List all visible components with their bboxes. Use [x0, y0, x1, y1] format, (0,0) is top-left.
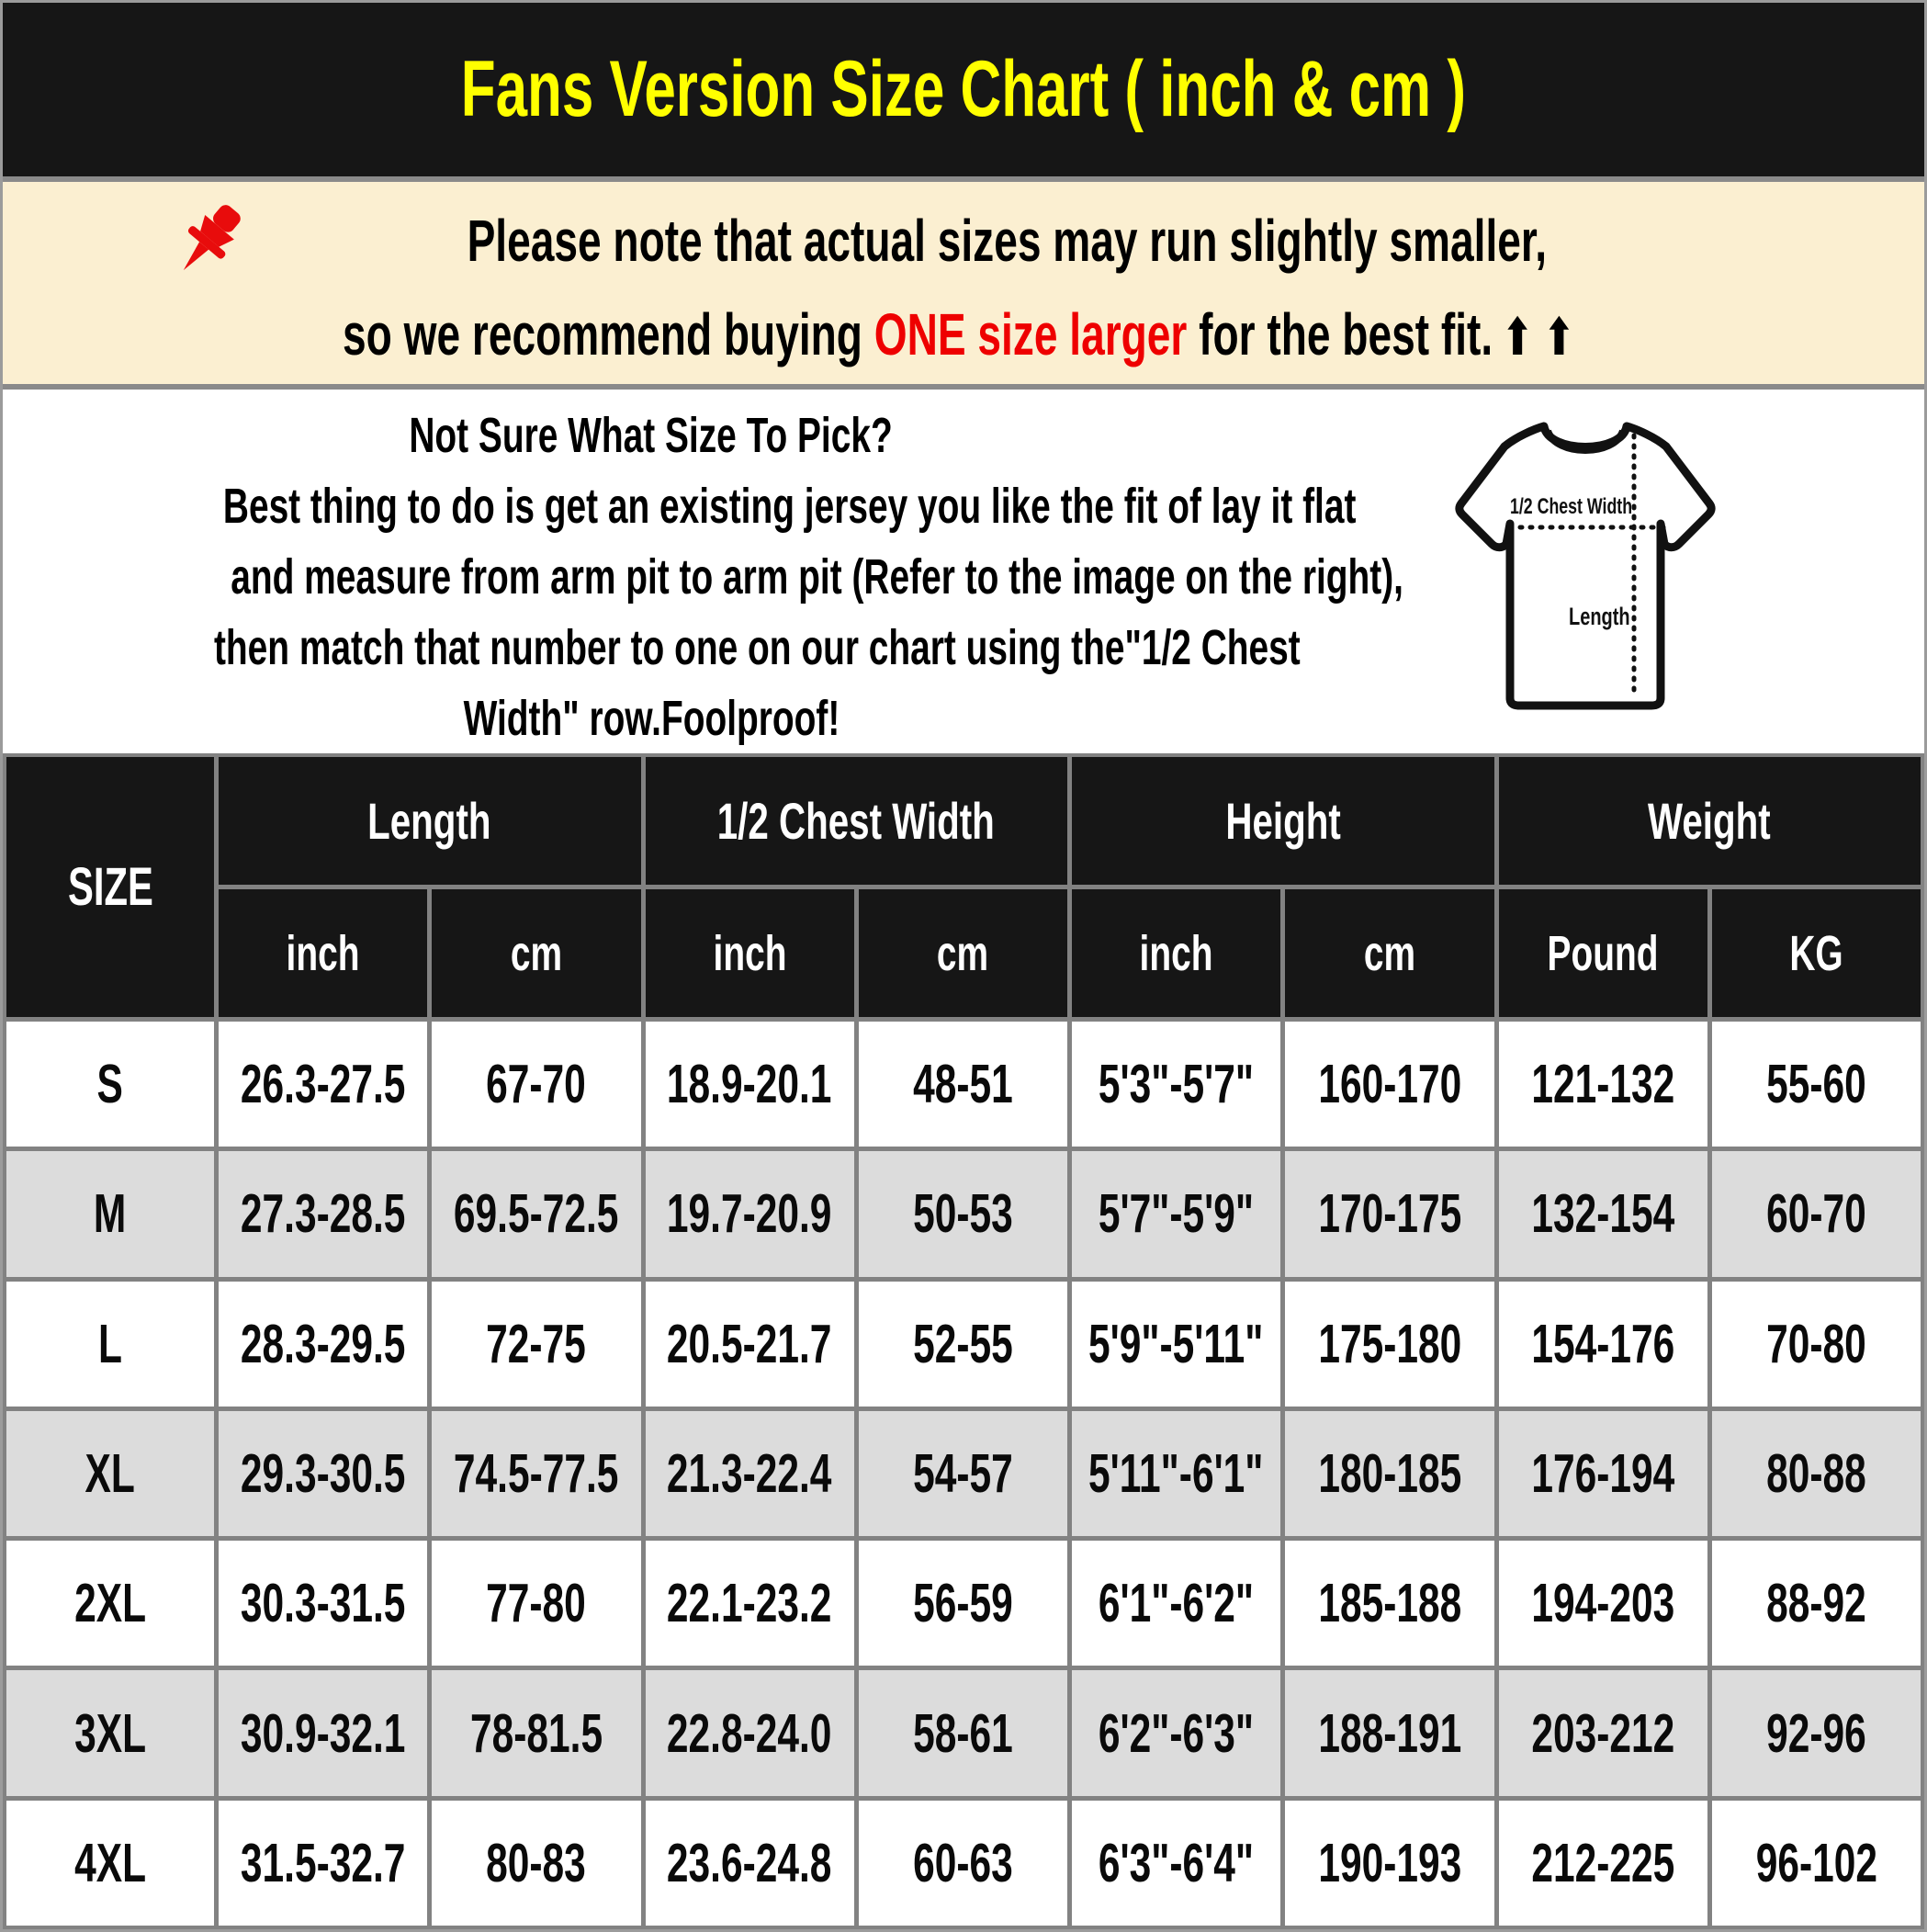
subheader-cell: [1712, 889, 1921, 1017]
cell-text: 154-176: [1531, 1313, 1675, 1374]
cell-text: 5'7"-5'9": [1099, 1183, 1255, 1245]
table-cell: [432, 1801, 640, 1926]
size-guide-text: [3, 390, 1403, 754]
table-cell: [1499, 1801, 1707, 1926]
table-cell: [1072, 1411, 1280, 1536]
cell-text: 20.5-21.7: [667, 1313, 832, 1374]
table-cell: [859, 1022, 1067, 1147]
cell-text: 160-170: [1317, 1054, 1461, 1115]
table-cell: [1499, 1282, 1707, 1407]
table-cell: [1072, 1151, 1280, 1276]
table-cell: [1712, 1670, 1921, 1795]
notice-banner: [3, 182, 1924, 384]
size-text: 4XL: [74, 1832, 146, 1893]
cell-text: 88-92: [1766, 1573, 1866, 1634]
table-cell: [432, 1670, 640, 1795]
size-cell: [6, 1282, 214, 1407]
size-column-header-text: SIZE: [67, 857, 153, 917]
cell-text: 52-55: [913, 1313, 1013, 1374]
table-cell: [859, 1282, 1067, 1407]
col-group-label: Height: [1225, 792, 1341, 850]
cell-text: 31.5-32.7: [240, 1832, 406, 1893]
table-cell: [1072, 1282, 1280, 1407]
subheader-cell: [1499, 889, 1707, 1017]
table-cell: [432, 1541, 640, 1666]
cell-text: 175-180: [1317, 1313, 1461, 1374]
cell-text: 18.9-20.1: [667, 1054, 832, 1115]
table-cell: [859, 1670, 1067, 1795]
cell-text: 69.5-72.5: [454, 1183, 619, 1245]
cell-text: 203-212: [1531, 1702, 1675, 1764]
notice-highlight: ONE size larger: [873, 300, 1187, 367]
cell-text: 72-75: [486, 1313, 587, 1374]
table-cell: [1285, 1282, 1493, 1407]
table-cell: [646, 1151, 854, 1276]
pushpin-icon: [171, 198, 257, 284]
cell-text: 6'2"-6'3": [1099, 1702, 1255, 1764]
cell-text: 29.3-30.5: [240, 1442, 406, 1504]
table-cell: [1285, 1411, 1493, 1536]
cell-text: 28.3-29.5: [240, 1313, 406, 1374]
guide-heading: [3, 401, 1300, 471]
table-cell: [219, 1151, 427, 1276]
size-cell: [6, 1151, 214, 1276]
cell-text: 6'1"-6'2": [1099, 1573, 1255, 1634]
table-cell: [219, 1022, 427, 1147]
table-cell: [1072, 1670, 1280, 1795]
cell-text: 194-203: [1531, 1573, 1675, 1634]
subheader-text: Pound: [1547, 925, 1659, 981]
chest-width-label: 1/2 Chest Width: [1510, 494, 1633, 519]
cell-text: 121-132: [1531, 1054, 1675, 1115]
cell-text: 67-70: [486, 1054, 587, 1115]
size-column-header: [6, 757, 214, 1017]
subheader-cell: [1285, 889, 1493, 1017]
table-cell: [1712, 1411, 1921, 1536]
subheader-text: inch: [286, 925, 360, 981]
subheader-cell: [646, 889, 854, 1017]
guide-line-text: then match that number to one on our chart using the"1/2 Chest: [213, 620, 1301, 675]
guide-line-text: Width" row.Foolproof!: [463, 691, 840, 746]
col-group-length: [219, 757, 641, 885]
size-text: M: [94, 1183, 127, 1245]
cell-text: 22.1-23.2: [667, 1573, 832, 1634]
notice-line-1: [171, 198, 1757, 284]
cell-text: 77-80: [486, 1573, 587, 1634]
table-cell: [219, 1670, 427, 1795]
cell-text: 80-88: [1766, 1442, 1866, 1504]
cell-text: 54-57: [913, 1442, 1013, 1504]
table-cell: [1285, 1670, 1493, 1795]
cell-text: 19.7-20.9: [667, 1183, 832, 1245]
table-cell: [219, 1801, 427, 1926]
cell-text: 58-61: [913, 1702, 1013, 1764]
cell-text: 60-70: [1766, 1183, 1866, 1245]
guide-line: [3, 613, 1300, 684]
notice-text-2-suffix: for the best fit.: [1186, 300, 1493, 367]
table-cell: [859, 1411, 1067, 1536]
table-cell: [1499, 1151, 1707, 1276]
cell-text: 185-188: [1317, 1573, 1461, 1634]
cell-text: 50-53: [913, 1183, 1013, 1245]
cell-text: 96-102: [1755, 1832, 1877, 1893]
table-cell: [1072, 1022, 1280, 1147]
cell-text: 190-193: [1317, 1832, 1461, 1893]
size-text: L: [98, 1313, 122, 1374]
table-cell: [1712, 1282, 1921, 1407]
subheader-text: KG: [1789, 925, 1843, 981]
col-group-label: Length: [367, 792, 491, 850]
col-group-chest-width: [646, 757, 1068, 885]
up-arrows-icon: ⬆⬆: [1501, 307, 1585, 367]
tshirt-diagram: [1449, 413, 1725, 720]
table-cell: [1285, 1022, 1493, 1147]
cell-text: 22.8-24.0: [667, 1702, 832, 1764]
cell-text: 132-154: [1531, 1183, 1675, 1245]
table-cell: [646, 1022, 854, 1147]
table-cell: [1285, 1151, 1493, 1276]
table-cell: [646, 1282, 854, 1407]
table-cell: [432, 1411, 640, 1536]
size-text: S: [96, 1054, 124, 1115]
table-cell: [1285, 1541, 1493, 1666]
cell-text: 30.3-31.5: [240, 1573, 406, 1634]
cell-text: 23.6-24.8: [667, 1832, 832, 1893]
subheader-text: inch: [713, 925, 787, 981]
table-cell: [1499, 1411, 1707, 1536]
table-cell: [646, 1801, 854, 1926]
guide-line: [3, 542, 1403, 613]
cell-text: 5'3"-5'7": [1099, 1054, 1255, 1115]
size-cell: [6, 1670, 214, 1795]
table-cell: [219, 1411, 427, 1536]
table-cell: [1072, 1801, 1280, 1926]
table-cell: [646, 1670, 854, 1795]
cell-text: 6'3"-6'4": [1099, 1832, 1255, 1893]
subheader-text: cm: [510, 925, 562, 981]
tshirt-icon: [1449, 413, 1721, 717]
guide-heading-text: Not Sure What Size To Pick?: [409, 408, 894, 463]
col-group-label: 1/2 Chest Width: [717, 792, 996, 850]
size-text: 3XL: [74, 1702, 146, 1764]
cell-text: 188-191: [1317, 1702, 1461, 1764]
notice-text-2-prefix: so we recommend buying: [342, 300, 874, 367]
cell-text: 78-81.5: [469, 1702, 603, 1764]
size-cell: [6, 1411, 214, 1536]
subheader-cell: [219, 889, 427, 1017]
guide-line-text: and measure from arm pit to arm pit (Refer to the image on the right),: [231, 549, 1403, 604]
cell-text: 74.5-77.5: [454, 1442, 619, 1504]
subheader-text: cm: [1363, 925, 1415, 981]
title-bar: [3, 3, 1924, 176]
subheader-cell: [1072, 889, 1280, 1017]
table-cell: [432, 1151, 640, 1276]
table-cell: [1285, 1801, 1493, 1926]
cell-text: 5'9"-5'11": [1088, 1313, 1264, 1374]
col-group-height: [1072, 757, 1494, 885]
page-title: Fans Version Size Chart ( inch & cm ): [460, 45, 1467, 133]
cell-text: 55-60: [1766, 1054, 1866, 1115]
size-cell: [6, 1022, 214, 1147]
table-cell: [859, 1541, 1067, 1666]
subheader-text: cm: [937, 925, 989, 981]
guide-line: [3, 684, 1300, 754]
notice-line-2: [101, 300, 1827, 368]
table-cell: [219, 1541, 427, 1666]
table-cell: [646, 1411, 854, 1536]
table-cell: [1499, 1541, 1707, 1666]
table-cell: [432, 1022, 640, 1147]
size-cell: [6, 1541, 214, 1666]
notice-text-2: [343, 300, 1585, 368]
cell-text: 212-225: [1531, 1832, 1675, 1893]
table-cell: [1072, 1541, 1280, 1666]
cell-text: 30.9-32.1: [240, 1702, 406, 1764]
table-cell: [1712, 1151, 1921, 1276]
cell-text: 21.3-22.4: [667, 1442, 832, 1504]
table-cell: [1499, 1022, 1707, 1147]
table-cell: [646, 1541, 854, 1666]
size-table: [3, 753, 1924, 1929]
size-cell: [6, 1801, 214, 1926]
col-group-weight: [1499, 757, 1921, 885]
table-cell: [859, 1801, 1067, 1926]
table-cell: [1712, 1801, 1921, 1926]
col-group-label: Weight: [1648, 792, 1772, 850]
guide-line: [3, 471, 1357, 542]
cell-text: 80-83: [486, 1832, 587, 1893]
size-text: XL: [85, 1442, 136, 1504]
cell-text: 27.3-28.5: [240, 1183, 406, 1245]
cell-text: 180-185: [1317, 1442, 1461, 1504]
table-cell: [1712, 1541, 1921, 1666]
size-guide-section: [3, 390, 1924, 753]
cell-text: 26.3-27.5: [240, 1054, 406, 1115]
notice-text-1: Please note that actual sizes may run slightly smaller,: [467, 208, 1547, 275]
subheader-cell: [859, 889, 1067, 1017]
cell-text: 70-80: [1766, 1313, 1866, 1374]
cell-text: 92-96: [1766, 1702, 1866, 1764]
cell-text: 56-59: [913, 1573, 1013, 1634]
length-label: Length: [1569, 603, 1630, 630]
cell-text: 60-63: [913, 1832, 1013, 1893]
table-cell: [1712, 1022, 1921, 1147]
cell-text: 48-51: [913, 1054, 1013, 1115]
subheader-cell: [432, 889, 640, 1017]
subheader-text: inch: [1139, 925, 1213, 981]
table-cell: [1499, 1670, 1707, 1795]
cell-text: 170-175: [1317, 1183, 1461, 1245]
table-cell: [432, 1282, 640, 1407]
table-cell: [859, 1151, 1067, 1276]
size-text: 2XL: [74, 1573, 146, 1634]
cell-text: 5'11"-6'1": [1088, 1442, 1264, 1504]
table-cell: [219, 1282, 427, 1407]
guide-line-text: Best thing to do is get an existing jersey you like the fit of lay it flat: [222, 479, 1357, 534]
cell-text: 176-194: [1531, 1442, 1675, 1504]
